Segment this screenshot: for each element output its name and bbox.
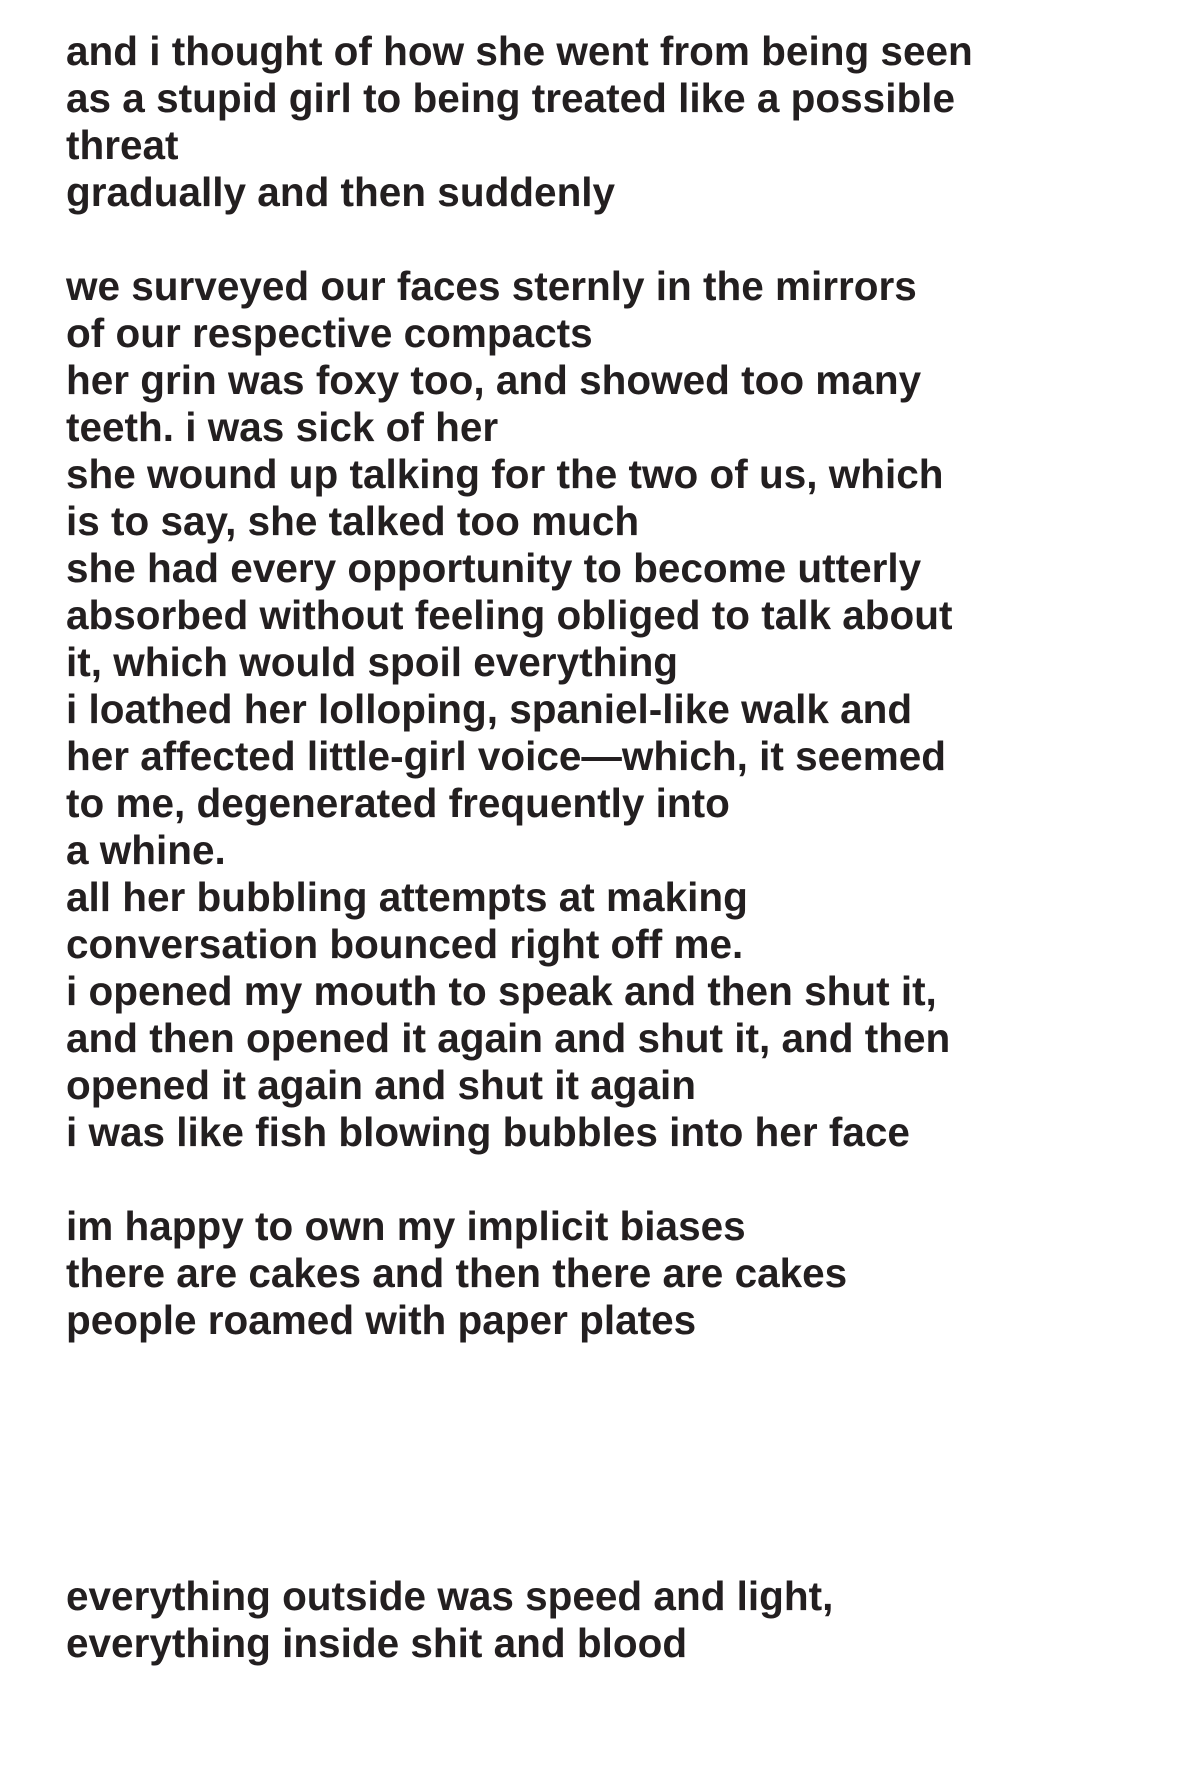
poem-line: i was like fish blowing bubbles into her face — [66, 1109, 910, 1155]
poem-line: im happy to own my implicit biases — [66, 1203, 746, 1249]
stanza-3 — [66, 1203, 847, 1344]
poem-line: everything inside shit and blood — [66, 1620, 688, 1666]
poem-line: as a stupid girl to being treated like a possible — [66, 75, 955, 121]
poem-line: conversation bounced right off me. — [66, 921, 744, 967]
poem-line: there are cakes and then there are cakes — [66, 1250, 848, 1296]
poem-line: i opened my mouth to speak and then shut it, — [66, 968, 937, 1014]
stanza-2 — [66, 263, 953, 1156]
poem-line: to me, degenerated frequently into — [66, 780, 730, 826]
poem-line: gradually and then suddenly — [66, 169, 616, 215]
poem-line: everything outside was speed and light, — [66, 1573, 834, 1619]
poem-line: teeth. i was sick of her — [66, 404, 499, 450]
poem-line: and then opened it again and shut it, and then — [66, 1015, 951, 1061]
poem-line: her affected little-girl voice—which, it seemed — [66, 733, 946, 779]
poem-line: her grin was foxy too, and showed too many — [66, 357, 922, 403]
poem-line: a whine. — [66, 827, 226, 873]
poem-line: it, which would spoil everything — [66, 639, 679, 685]
poem-line: opened it again and shut it again — [66, 1062, 697, 1108]
stanza-1 — [66, 28, 973, 216]
stanza-4 — [66, 1573, 833, 1667]
poem-line: absorbed without feeling obliged to talk about — [66, 592, 953, 638]
poem-line: people roamed with paper plates — [66, 1297, 697, 1343]
poem-line: and i thought of how she went from being seen — [66, 28, 973, 74]
poem-line: we surveyed our faces sternly in the mirrors — [66, 263, 917, 309]
poem-line: is to say, she talked too much — [66, 498, 640, 544]
poem-line: of our respective compacts — [66, 310, 593, 356]
poem-line: threat — [66, 122, 179, 168]
poem-line: she wound up talking for the two of us, which — [66, 451, 944, 497]
poem-line: she had every opportunity to become utterly — [66, 545, 922, 591]
poem-line: all her bubbling attempts at making — [66, 874, 748, 920]
poem-line: i loathed her lolloping, spaniel-like walk and — [66, 686, 913, 732]
